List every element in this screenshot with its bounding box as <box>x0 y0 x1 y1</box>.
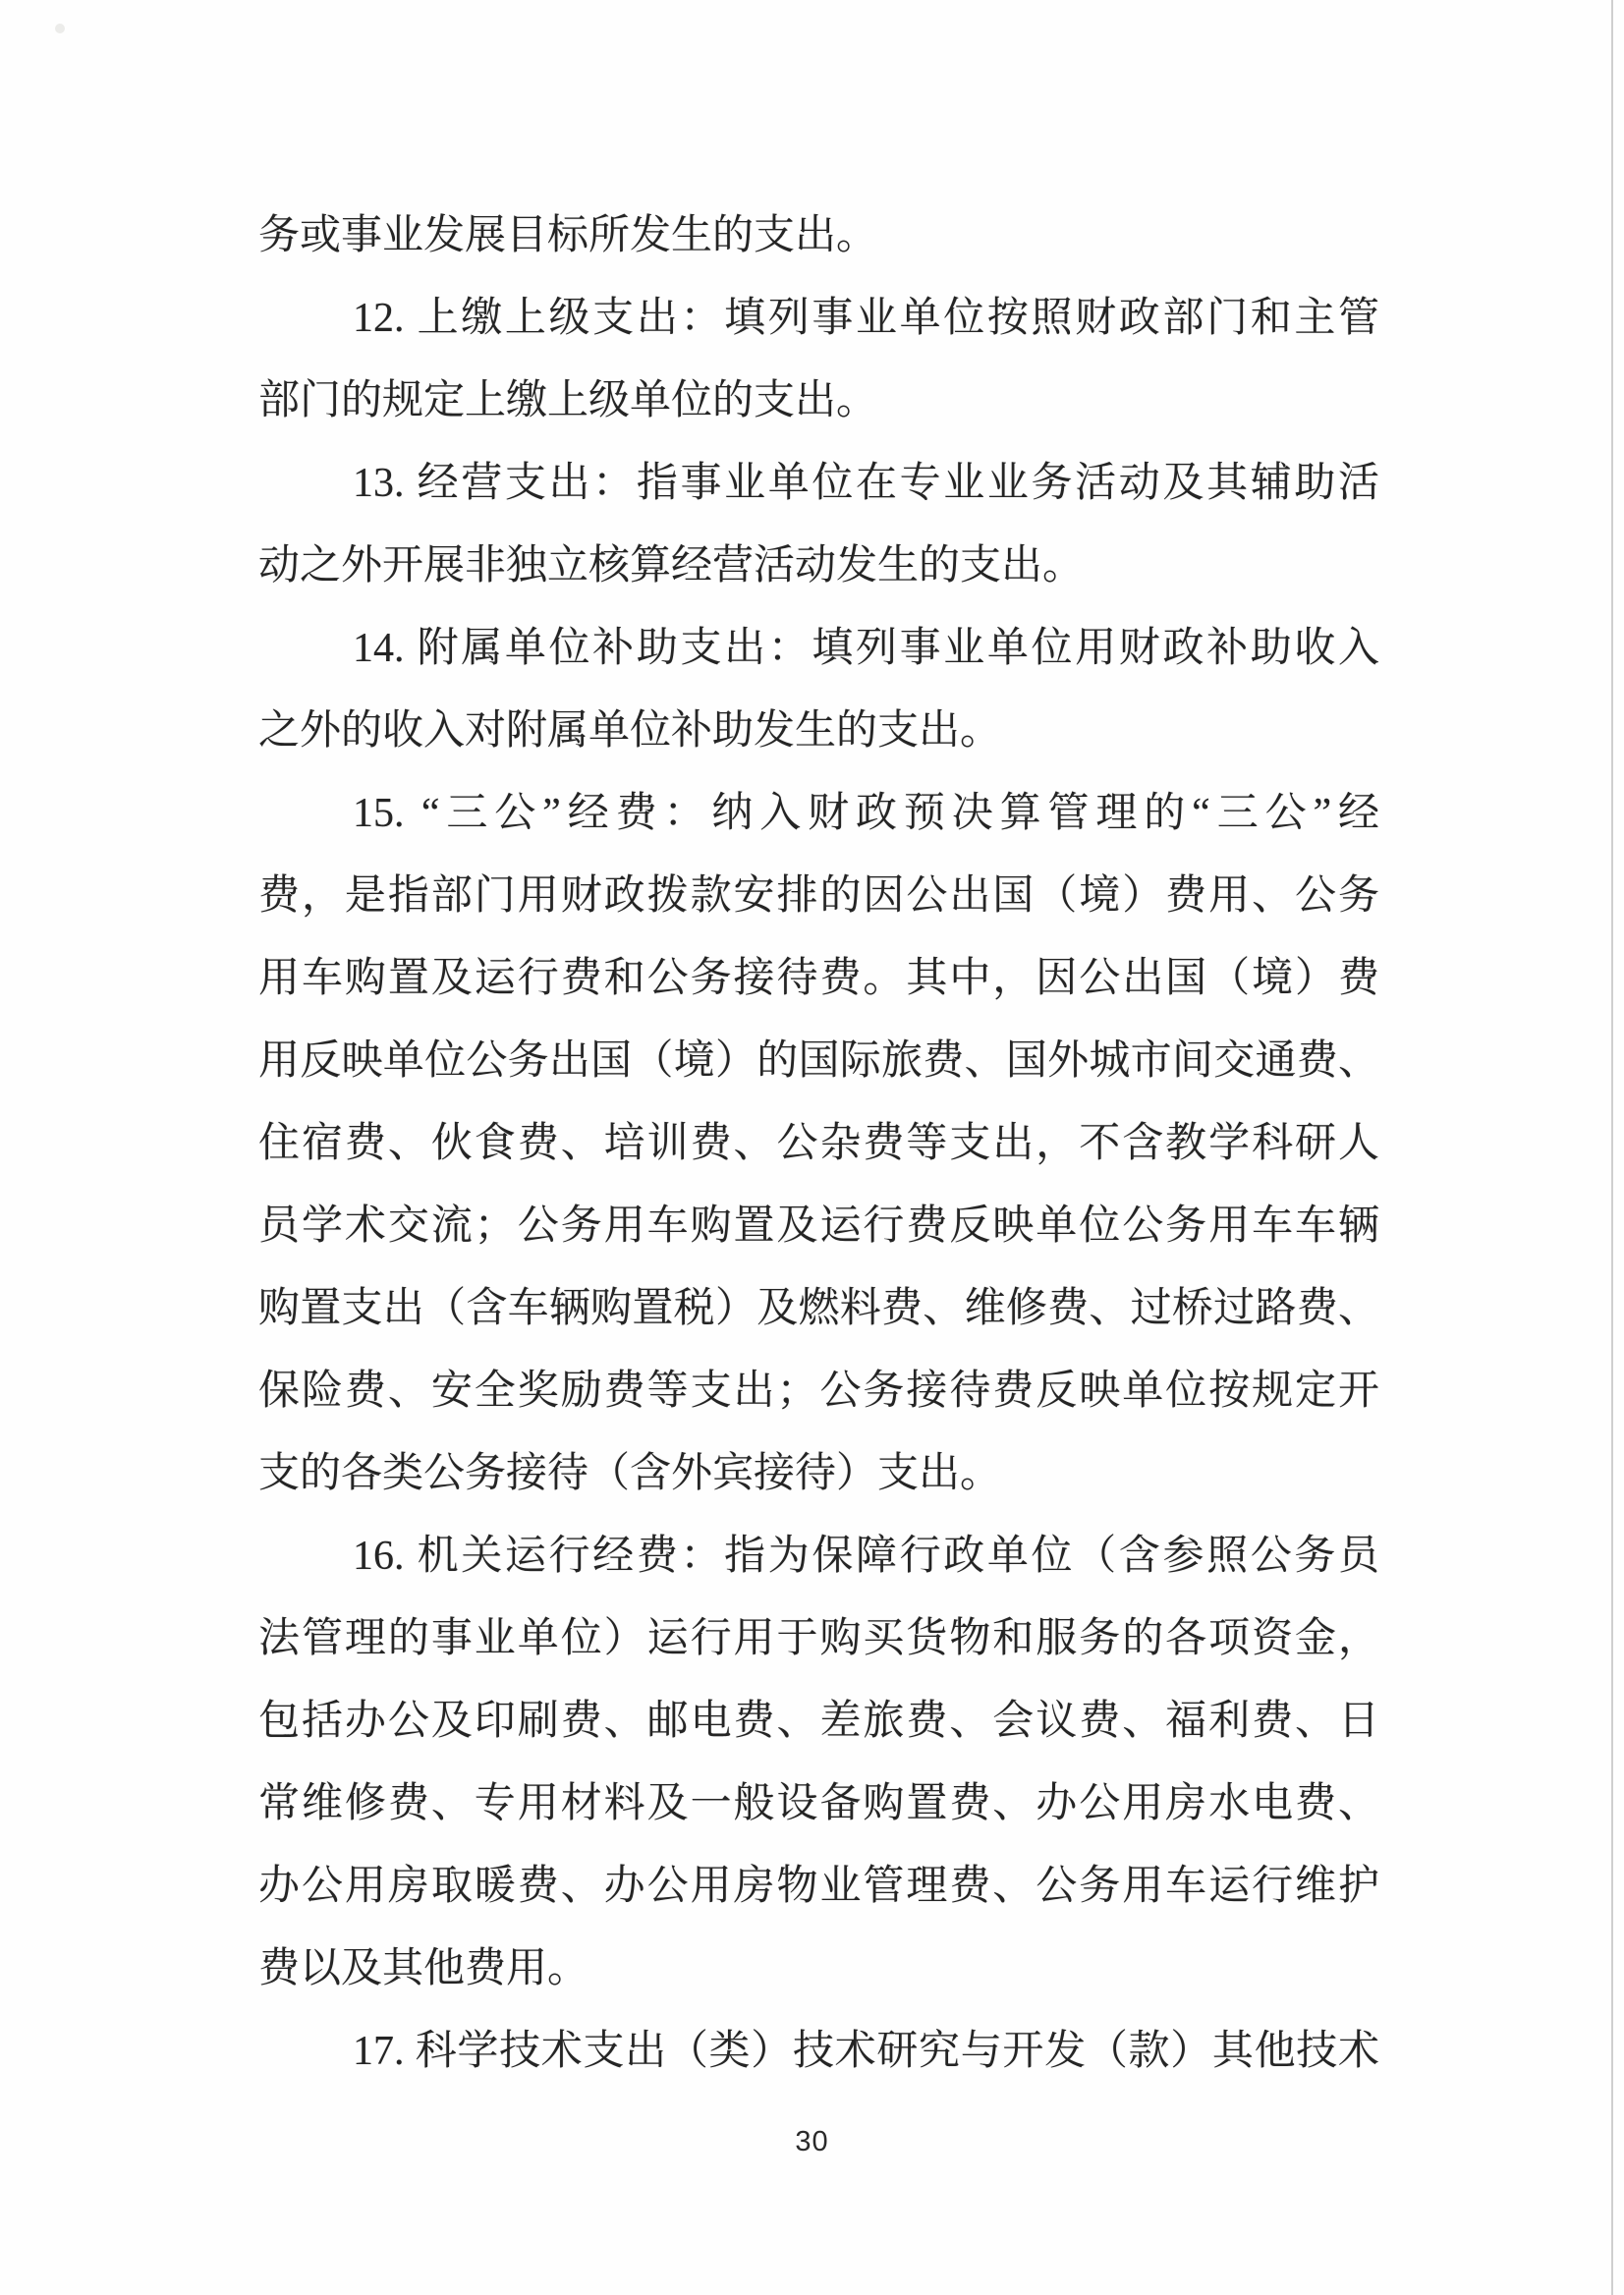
text-line: 15. “三公”经费：纳入财政预决算管理的“三公”经 <box>353 791 1379 836</box>
text-line: 员学术交流；公务用车购置及运行费反映单位公务用车车辆 <box>258 1203 1379 1249</box>
scan-edge-line <box>1611 0 1613 2295</box>
text-line: 法管理的事业单位）运行用于购买货物和服务的各项资金， <box>258 1616 1379 1661</box>
text-line: 部门的规定上缴上级单位的支出。 <box>258 378 878 423</box>
text-line: 16. 机关运行经费：指为保障行政单位（含参照公务员 <box>353 1534 1379 1579</box>
text-line: 用车购置及运行费和公务接待费。其中，因公出国（境）费 <box>258 956 1379 1001</box>
text-line: 12. 上缴上级支出：填列事业单位按照财政部门和主管 <box>353 296 1379 341</box>
scan-speck <box>55 24 65 33</box>
text-line: 用反映单位公务出国（境）的国际旅费、国外城市间交通费、 <box>258 1038 1379 1084</box>
text-line: 住宿费、伙食费、培训费、公杂费等支出，不含教学科研人 <box>258 1121 1379 1166</box>
text-line: 支的各类公务接待（含外宾接待）支出。 <box>258 1451 1002 1496</box>
text-line: 14. 附属单位补助支出：填列事业单位用财政补助收入 <box>353 626 1379 671</box>
text-line: 费，是指部门用财政拨款安排的因公出国（境）费用、公务 <box>258 873 1379 919</box>
text-line: 保险费、安全奖励费等支出；公务接待费反映单位按规定开 <box>258 1369 1379 1414</box>
text-line: 务或事业发展目标所发生的支出。 <box>258 213 878 258</box>
text-line: 13. 经营支出：指事业单位在专业业务活动及其辅助活 <box>353 461 1379 506</box>
text-line: 17. 科学技术支出（类）技术研究与开发（款）其他技术 <box>353 2029 1379 2074</box>
text-block <box>258 195 1379 2093</box>
page-number: 30 <box>795 2126 829 2157</box>
text-line: 费以及其他费用。 <box>258 1946 589 1991</box>
text-line: 之外的收入对附属单位补助发生的支出。 <box>258 708 1002 754</box>
text-line: 包括办公及印刷费、邮电费、差旅费、会议费、福利费、日 <box>258 1699 1379 1744</box>
text-line: 动之外开展非独立核算经营活动发生的支出。 <box>258 543 1085 588</box>
text-line: 办公用房取暖费、办公用房物业管理费、公务用车运行维护 <box>258 1864 1379 1909</box>
text-line: 购置支出（含车辆购置税）及燃料费、维修费、过桥过路费、 <box>258 1286 1379 1331</box>
text-line: 常维修费、专用材料及一般设备购置费、办公用房水电费、 <box>258 1781 1379 1826</box>
